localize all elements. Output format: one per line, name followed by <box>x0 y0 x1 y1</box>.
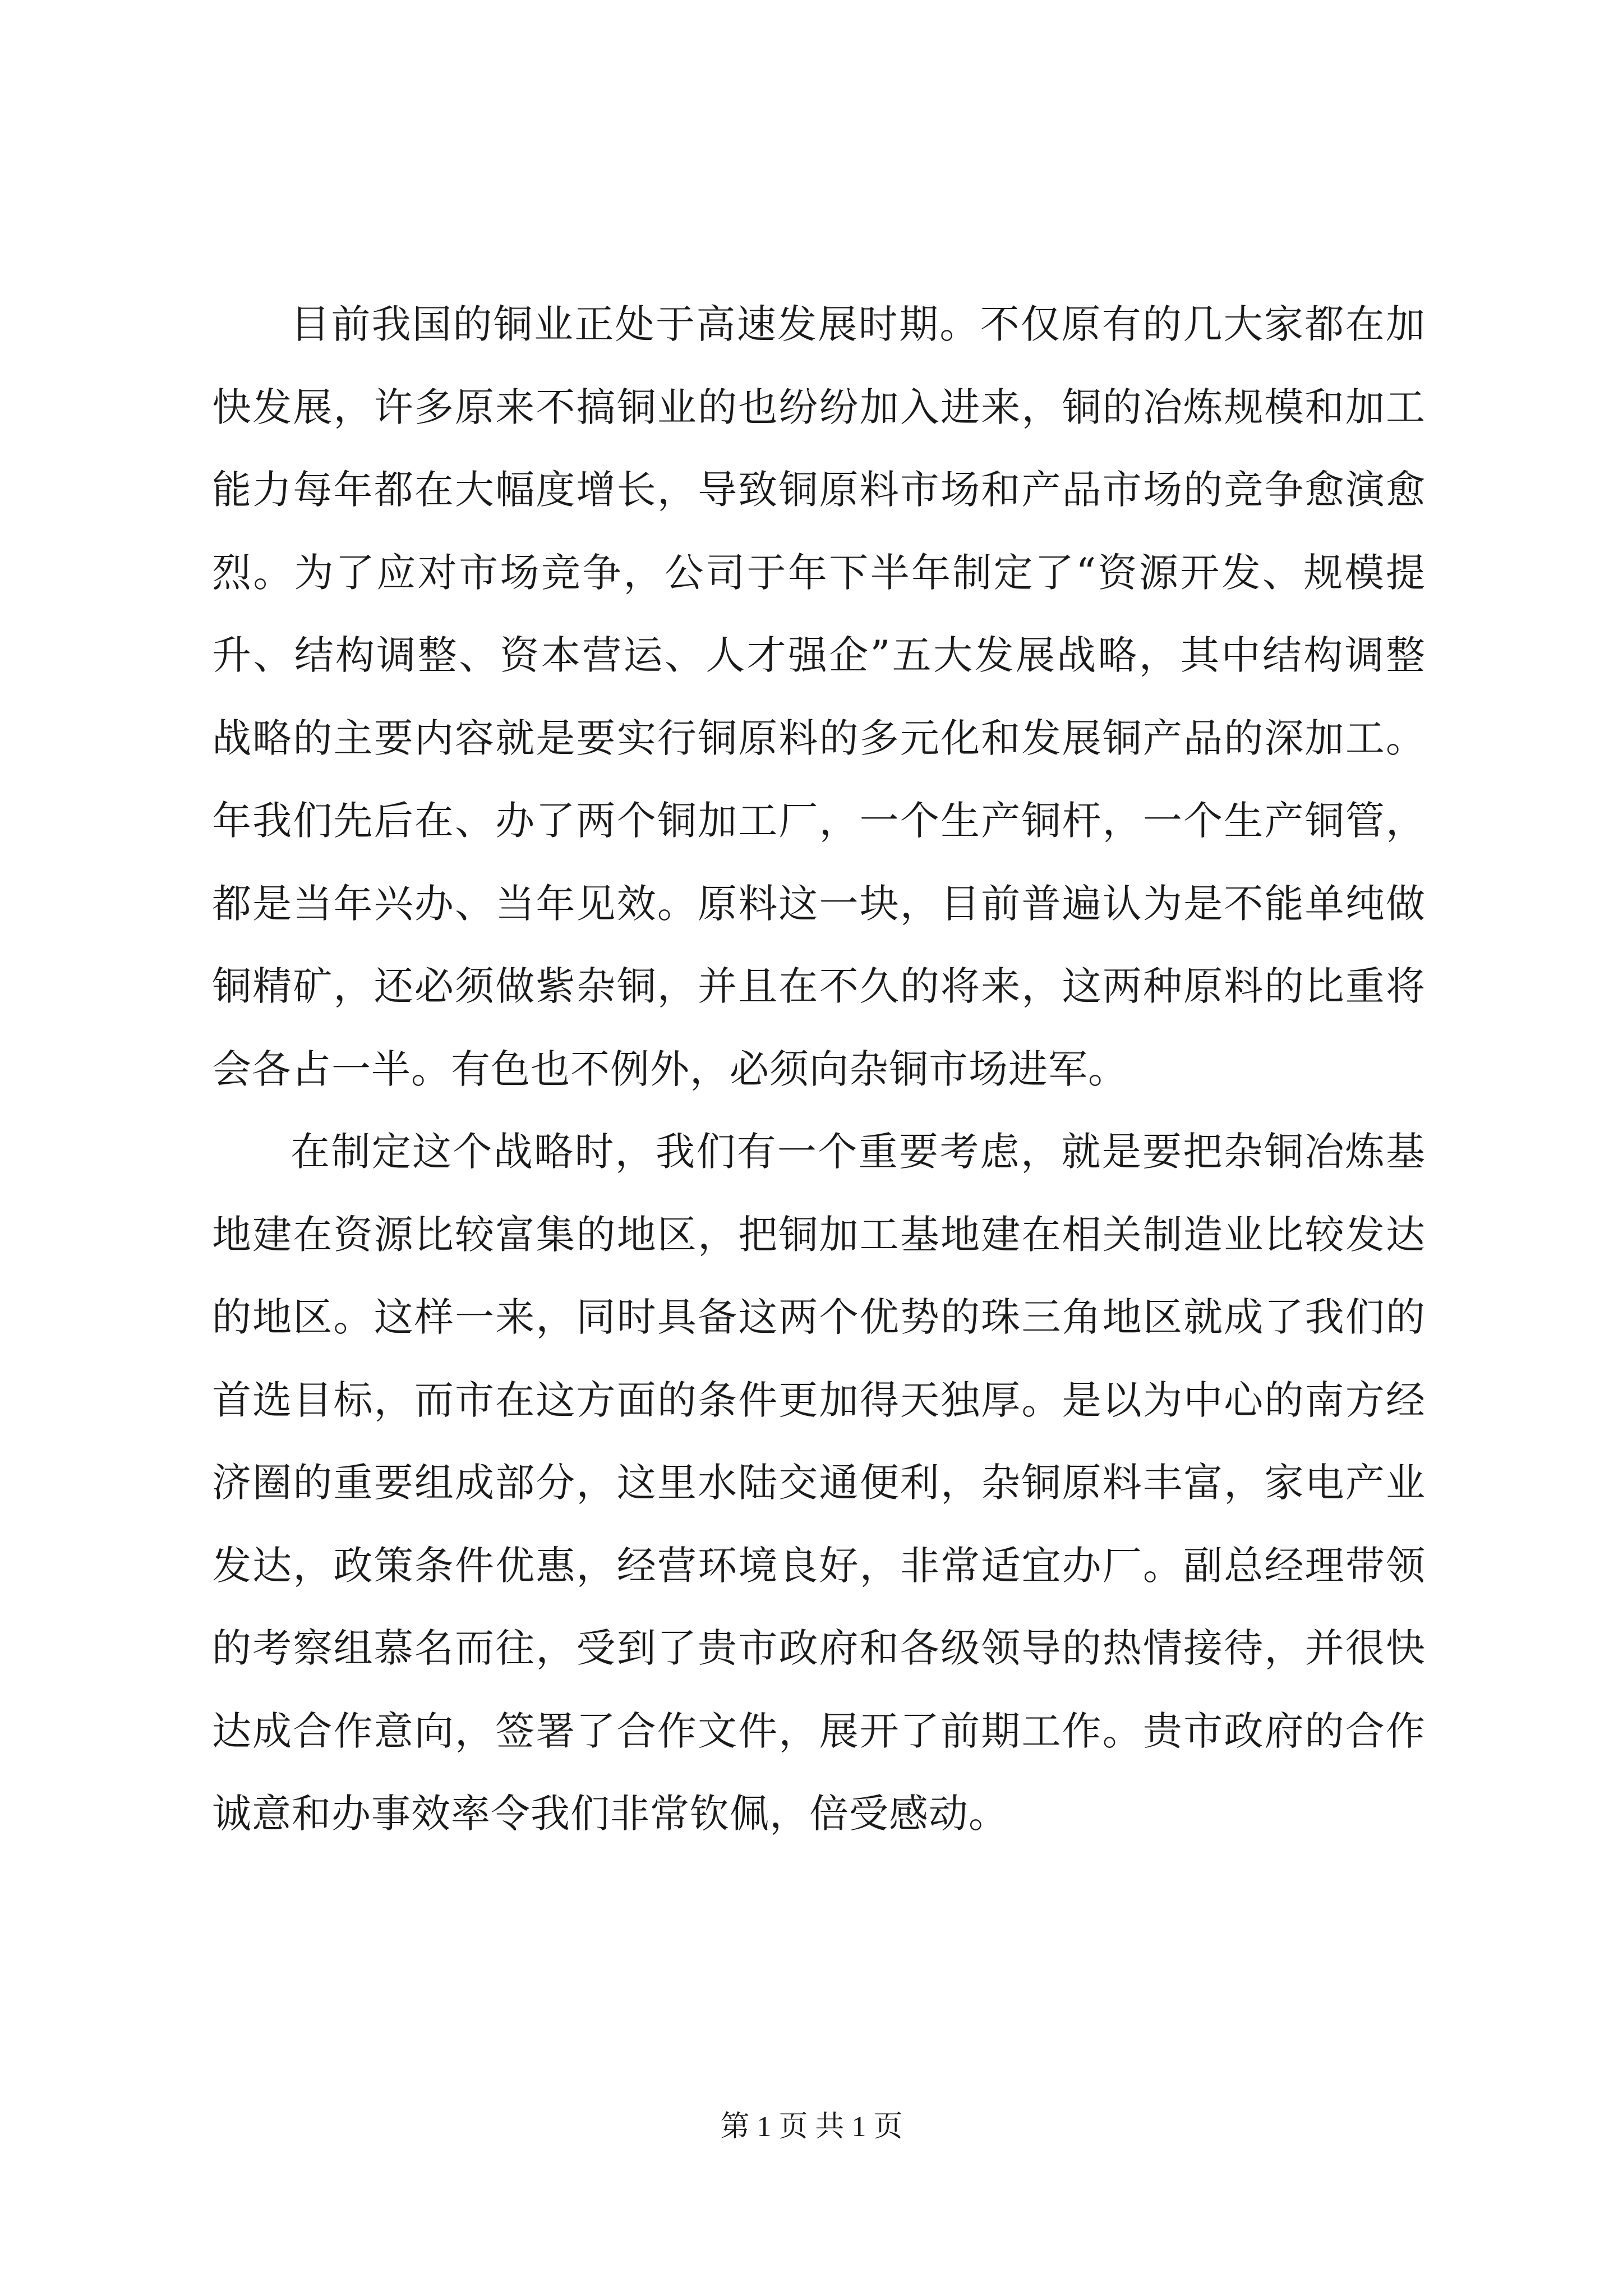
paragraph-1: 目前我国的铜业正处于高速发展时期。不仅原有的几大家都在加快发展，许多原来不搞铜业的也纷纷加入进来，铜的冶炼规模和加工能力每年都在大幅度增长，导致铜原料市场和产品市场的竞争愈演愈烈。为了应对市场竞争，公司于年下半年制定了“资源开发、规模提升、结构调整、资本营运、人才强企”五大发展战略，其中结构调整战略的主要内容就是要实行铜原料的多元化和发展铜产品的深加工。年我们先后在、办了两个铜加工厂，一个生产铜杆，一个生产铜管，都是当年兴办、当年见效。原料这一块，目前普遍认为是不能单纯做铜精矿，还必须做紫杂铜，并且在不久的将来，这两种原料的比重将会各占一半。有色也不例外，必须向杂铜市场进军。 <box>212 301 1426 1092</box>
document-body <box>212 283 1426 1856</box>
page-footer: 第 1 页 共 1 页 <box>720 2111 903 2143</box>
paragraph-2: 在制定这个战略时，我们有一个重要考虑，就是要把杂铜冶炼基地建在资源比较富集的地区，把铜加工基地建在相关制造业比较发达的地区。这样一来，同时具备这两个优势的珠三角地区就成了我们的首选目标，而市在这方面的条件更加得天独厚。是以为中心的南方经济圈的重要组成部分，这里水陆交通便利，杂铜原料丰富，家电产业发达，政策条件优惠，经营环境良好，非常适宜办厂。副总经理带领的考察组慕名而往，受到了贵市政府和各级领导的热情接待，并很快达成合作意向，签署了合作文件，展开了前期工作。贵市政府的合作诚意和办事效率令我们非常钦佩，倍受感动。 <box>212 1129 1426 1837</box>
